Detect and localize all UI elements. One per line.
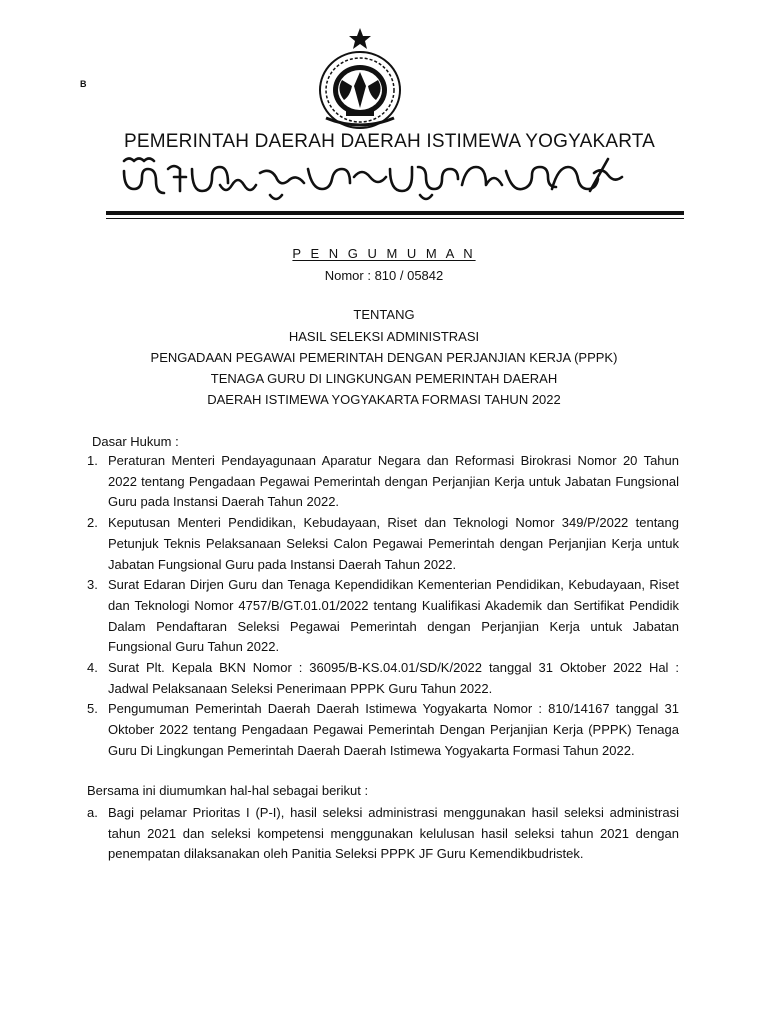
announcement-points-list [87, 803, 679, 865]
list-item-text: Keputusan Menteri Pendidikan, Kebudayaan, Riset dan Teknologi Nomor 349/P/2022 tentang Petunjuk Teknis Pelaksanaan Seleksi Calon Pegawai Pemerintah dengan Perjanjian Kerja untuk Jabatan Fungsional Guru pada Instansi Daerah Tahun 2022. [108, 515, 679, 572]
list-item [87, 513, 679, 575]
letterhead-rule-thick [106, 211, 684, 215]
list-item-text: Peraturan Menteri Pendayagunaan Aparatur Negara dan Reformasi Birokrasi Nomor 20 Tahun 2022 tentang Pengadaan Pegawai Pemerintah dengan Perjanjian Kerja untuk Jabatan Fungsional Guru pada Instansi Daerah Tahun 2022. [108, 453, 679, 510]
title-line: HASIL SELEKSI ADMINISTRASI [288, 329, 480, 344]
list-item [87, 658, 679, 699]
list-item-number: 3. [87, 577, 98, 593]
list-item [87, 575, 679, 658]
title-line: PENGADAAN PEGAWAI PEMERINTAH DENGAN PERJANJIAN KERJA (PPPK) [150, 350, 618, 365]
list-item [87, 803, 679, 865]
list-item-text: Pengumuman Pemerintah Daerah Daerah Istimewa Yogyakarta Nomor : 810/14167 tanggal 31 Oktober 2022 tentang Pengadaan Pegawai Pemerintah Dengan Perjanjian Kerja (PPPK) Tenaga Guru Di Lingkungan Pemerintah Daerah Daerah Istimewa Yogyakarta Formasi Tahun 2022. [108, 701, 679, 758]
legal-basis-label: Dasar Hukum : [92, 434, 179, 449]
announcement-intro: Bersama ini diumumkan hal-hal sebagai berikut : [87, 783, 369, 798]
list-item-number: a. [87, 805, 98, 820]
list-item-number: 2. [87, 515, 98, 531]
announcement-number: Nomor : 810 / 05842 [324, 268, 444, 283]
list-item-number: 4. [87, 660, 98, 676]
corner-mark: B [80, 79, 87, 89]
list-item-text: Surat Plt. Kepala BKN Nomor : 36095/B-KS.04.01/SD/K/2022 tanggal 31 Oktober 2022 Hal : Jadwal Pelaksanaan Seleksi Penerimaan PPPK Guru Tahun 2022. [108, 660, 679, 696]
legal-basis-list [87, 451, 679, 762]
list-item [87, 451, 679, 513]
list-item-number: 5. [87, 701, 98, 717]
government-title: PEMERINTAH DAERAH DAERAH ISTIMEWA YOGYAKARTA [124, 131, 656, 152]
letterhead-rule-thin [106, 218, 684, 219]
title-line: DAERAH ISTIMEWA YOGYAKARTA FORMASI TAHUN 2022 [207, 392, 561, 407]
list-item [87, 699, 679, 761]
about-label: TENTANG [353, 307, 415, 322]
announcement-heading: P E N G U M U M A N [292, 246, 476, 261]
title-line: TENAGA GURU DI LINGKUNGAN PEMERINTAH DAERAH [210, 371, 558, 386]
list-item-text: Surat Edaran Dirjen Guru dan Tenaga Kependidikan Kementerian Pendidikan, Kebudayaan, Riset dan Teknologi Nomor 4757/B/GT.01.01/2022 tentang Kualifikasi Akademik dan Sertifikat Pendidik Dalam Pendaftaran Seleksi Pegawai Pemerintah dengan Perjanjian Kerja untuk Jabatan Fungsional Guru Tahun 2022. [108, 577, 679, 655]
list-item-number: 1. [87, 453, 98, 468]
javanese-script-line-icon [120, 155, 630, 205]
list-item-text: Bagi pelamar Prioritas I (P-I), hasil seleksi administrasi menggunakan hasil seleksi administrasi tahun 2021 dan seleksi kompetensi menggunakan kelulusan hasil seleksi tahun 2021 dengan penempatan dilaksanakan oleh Panitia Seleksi PPPK JF Guru Kemendikbudristek. [108, 805, 679, 862]
diy-coat-of-arms-icon [316, 26, 404, 132]
